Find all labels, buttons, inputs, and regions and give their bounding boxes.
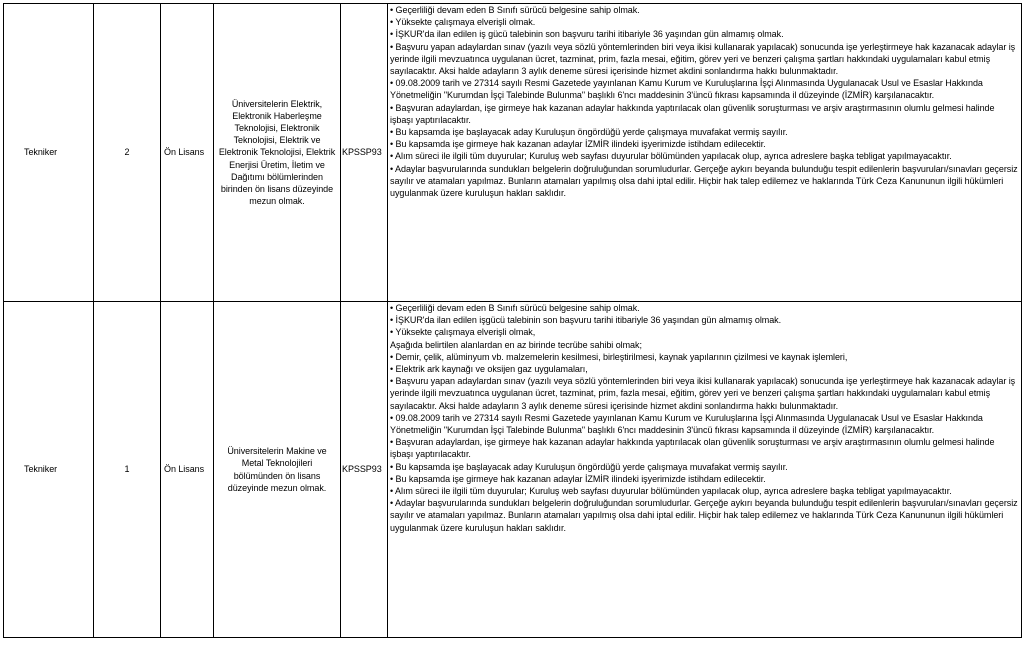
requirement-item: Aşağıda belirtilen alanlardan en az birinde tecrübe sahibi olmak;	[390, 339, 642, 350]
exam-code-cell: KPSSP93	[341, 4, 388, 302]
requirement-item: • Başvuru yapan adaylardan sınav (yazılı veya sözlü yöntemlerinden biri veya ikisi kullanarak yapılacak) sonucunda işe yerleştirmeye hak kazanacak adaylar iş yerinde ilgili mevzuatınca uygulanan ücret, tazminat, prim, fazla mesai, eğitim, görev yeri ve benzeri çalışma şartları hakkındaki uygulamaları kabul etmiş sayılacaktır. Aksi halde adayların 3 aylık deneme süresi içerisinde hizmet akdini sonlandırma hakkı bulunmaktadır.	[390, 376, 1016, 411]
education-cell: Üniversitelerin Makine ve Metal Teknolojileri bölümünden ön lisans düzeyinde mezun olmak.	[214, 302, 341, 638]
level-cell: Ön Lisans	[161, 4, 214, 302]
level-cell: Ön Lisans	[161, 302, 214, 638]
count-cell: 2	[94, 4, 161, 302]
requirement-item: • Geçerliliği devam eden B Sınıfı sürücü belgesine sahip olmak.	[390, 303, 640, 313]
requirement-item: • İŞKUR'da ilan edilen işgücü talebinin son başvuru tarihi itibariyle 36 yaşından gün almamış olmak.	[390, 315, 782, 326]
education-cell: Üniversitelerin Elektrik, Elektronik Haberleşme Teknolojisi, Elektronik Teknolojisi, Elektrik ve Elektronik Teknolojisi, Elektrik Enerjisi Üretim, İletim ve Dağıtımı bölümlerinden birinden ön lisans düzeyinde mezun olmak.	[214, 4, 341, 302]
position-cell: Tekniker	[4, 302, 94, 638]
requirement-item: • 09.08.2009 tarih ve 27314 sayılı Resmi Gazetede yayınlanan Kamu Kurum ve Kuruluşlarına İşçi Alınmasında Uygulanacak Usul ve Esaslar Hakkında Yönetmeliğin "Kurumdan İşçi Talebinde Bulunma" başlıklı 6'ncı maddesinin 3'üncü fıkrası kapsamında il düzeyinde (İZMİR) karşılanacaktır.	[390, 412, 983, 436]
requirement-item: • Elektrik ark kaynağı ve oksijen gaz uygulamaları,	[390, 364, 588, 375]
requirement-item: • 09.08.2009 tarih ve 27314 sayılı Resmi Gazetede yayınlanan Kamu Kurum ve Kuruluşlarına İşçi Alınmasında Uygulanacak Usul ve Esaslar Hakkında Yönetmeliğin "Kurumdan İşçi Talebinde Bulunma" başlıklı 6'ncı maddesinin 3'üncü fıkrası kapsamında il düzeyinde (İZMİR) karşılanacaktır.	[390, 78, 983, 101]
requirement-item: • Demir, çelik, alüminyum vb. malzemelerin kesilmesi, birleştirilmesi, kaynak yapılarının çizilmesi ve kaynak işlemleri,	[390, 351, 848, 362]
requirement-item: • Alım süreci ile ilgili tüm duyurular; Kuruluş web sayfası duyurular bölümünden yapılacak olup, ayrıca adreslere başka tebligat yapılmayacaktır.	[390, 151, 952, 162]
requirement-item: • Yüksekte çalışmaya elverişli olmak,	[390, 327, 536, 338]
requirement-item: • Bu kapsamda işe girmeye hak kazanan adaylar İZMİR ilindeki işyerimizde istihdam edilecektir.	[390, 139, 766, 150]
requirement-item: • Adaylar başvurularında sundukları belgelerin doğruluğundan sorumludurlar. Gerçeğe aykırı beyanda bulunduğu tespit edilenlerin başvuruları/sınavları geçersiz sayılır ve atamaları yapılmaz. Bunların atamaları yapılmış olsa dahi iptal edilir. Hiçbir hak talep edilemez ve haklarında Türk Ceza Kanununun ilgili hükümleri uygulanmak üzere kuruluşun hakları saklıdır.	[390, 498, 1018, 533]
requirement-item: • Başvuran adaylardan, işe girmeye hak kazanan adaylar hakkında yaptırılacak olan güvenlik soruşturması ve arşiv araştırmasının olumlu gelmesi halinde işbaşı yaptırılacaktır.	[390, 102, 995, 125]
requirements-cell	[388, 4, 1022, 302]
table-row	[4, 4, 1022, 302]
exam-code-cell: KPSSP93	[341, 302, 388, 638]
requirement-item: • Geçerliliği devam eden B Sınıfı sürücü belgesine sahip olmak.	[390, 5, 640, 15]
requirement-item: • İŞKUR'da ilan edilen iş gücü talebinin son başvuru tarihi itibariyle 36 yaşından gün almamış olmak.	[390, 29, 784, 40]
requirement-item: • Başvuran adaylardan, işe girmeye hak kazanan adaylar hakkında yaptırılacak olan güvenlik soruşturması ve arşiv araştırmasının olumlu gelmesi halinde işbaşı yaptırılacaktır.	[390, 437, 995, 460]
requirement-item: • Alım süreci ile ilgili tüm duyurular; Kuruluş web sayfası duyurular bölümünden yapılacak olup, ayrıca adreslere başka tebligat yapılmayacaktır.	[390, 486, 952, 497]
requirement-item: • Adaylar başvurularında sundukları belgelerin doğruluğundan sorumludurlar. Gerçeğe aykırı beyanda bulunduğu tespit edilenlerin başvuruları/sınavları geçersiz sayılır ve atamaları yapılmaz. Bunların atamaları yapılmış olsa dahi iptal edilir. Hiçbir hak talep edilemez ve haklarında Türk Ceza Kanununun ilgili hükümleri uygulanmak üzere kuruluşun hakları saklıdır.	[390, 163, 1018, 199]
requirement-item: • Bu kapsamda işe başlayacak aday Kuruluşun öngördüğü yerde çalışmaya muvafakat vermiş sayılır.	[390, 127, 788, 138]
requirement-item: • Yüksekte çalışmaya elverişli olmak.	[390, 17, 536, 28]
requirement-item: • Bu kapsamda işe başlayacak aday Kuruluşun öngördüğü yerde çalışmaya muvafakat vermiş sayılır.	[390, 461, 788, 472]
requirements-cell	[388, 302, 1022, 638]
requirement-item: • Bu kapsamda işe girmeye hak kazanan adaylar İZMİR ilindeki işyerimizde istihdam edilecektir.	[390, 473, 766, 484]
requirement-item: • Başvuru yapan adaylardan sınav (yazılı veya sözlü yöntemlerinden biri veya ikisi kullanarak yapılacak) sonucunda işe yerleştirmeye hak kazanacak adaylar iş yerinde ilgili mevzuatınca uygulanan ücret, tazminat, prim, fazla mesai, eğitim, görev yeri ve benzeri çalışma şartları hakkındaki uygulamaları kabul etmiş sayılacaktır. Aksi halde adayların 3 aylık deneme süresi içerisinde hizmet akdini sonlandırma hakkı bulunmaktadır.	[390, 41, 1016, 77]
count-cell: 1	[94, 302, 161, 638]
job-listing-table	[3, 3, 1022, 638]
position-cell: Tekniker	[4, 4, 94, 302]
table-row	[4, 302, 1022, 638]
